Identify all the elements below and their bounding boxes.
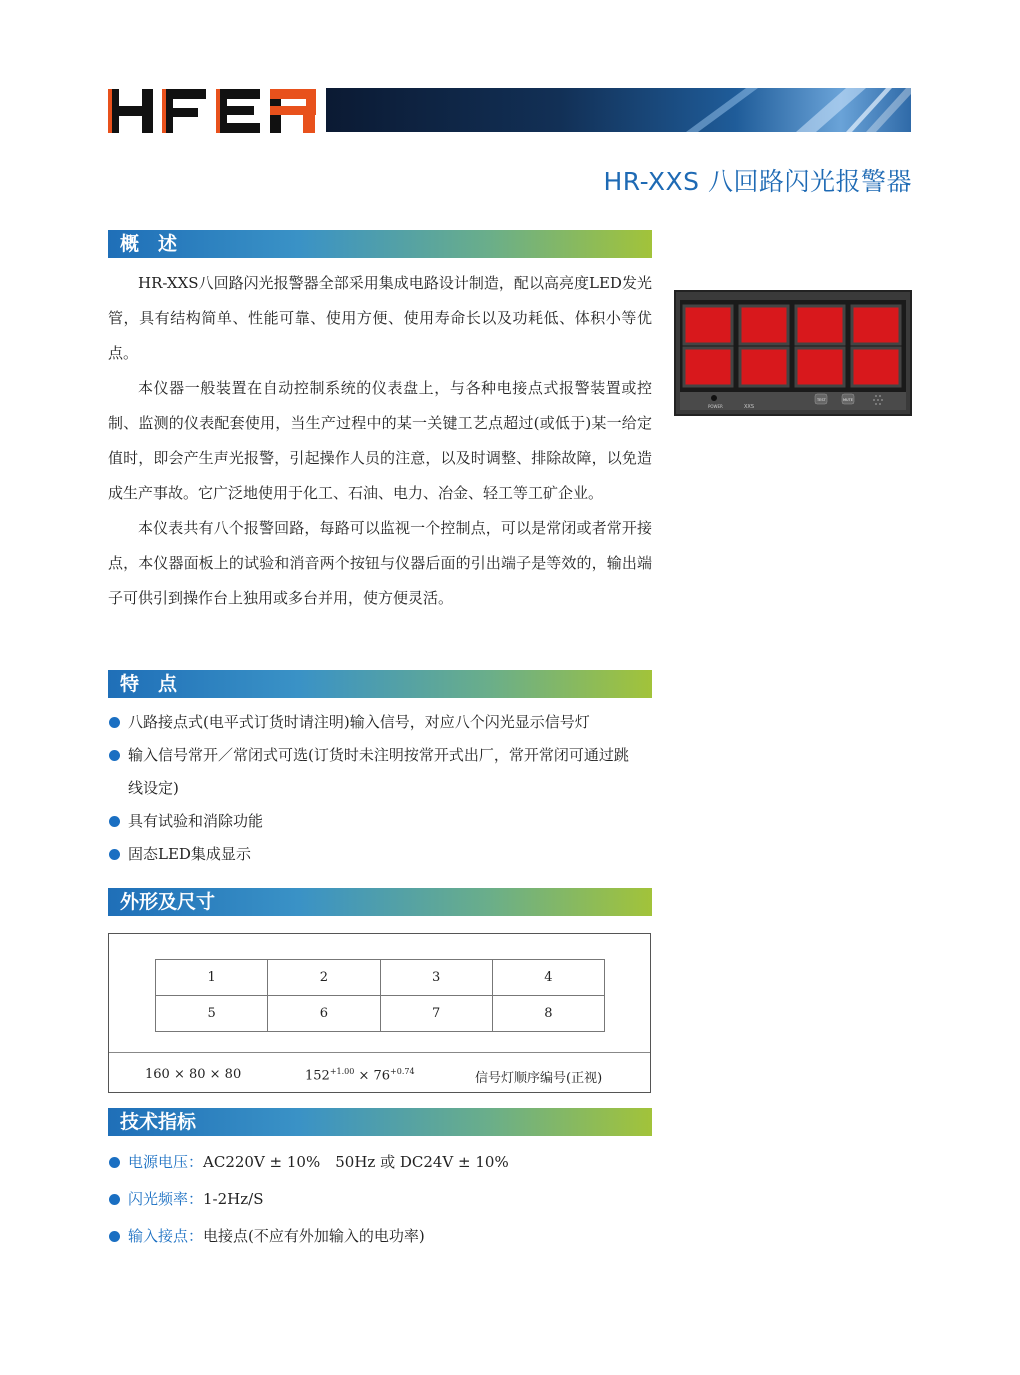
- bullet-icon: [109, 816, 120, 827]
- header-banner: [326, 88, 911, 132]
- overview-paragraph: 本仪器一般装置在自动控制系统的仪表盘上，与各种电接点式报警装置或控制、监测的仪表配套使用，当生产过程中的某一关键工艺点超过(或低于)某一给定值时，即会产生声光报警，引起操作人员的注意，以及时调整、排除故障，以免造成生产事故。它广泛地使用于化工、石油、电力、冶金、轻工等工矿企业。: [108, 379, 652, 502]
- product-title: HR-XXS 八回路闪光报警器: [603, 167, 912, 196]
- lamp-number: 6: [268, 996, 380, 1032]
- bullet-icon: [109, 750, 120, 761]
- bullet-icon: [109, 1231, 120, 1242]
- bullet-icon: [109, 1157, 120, 1168]
- lamp-number: 7: [380, 996, 492, 1032]
- lamp-number: 1: [156, 960, 268, 996]
- bullet-icon: [109, 1194, 120, 1205]
- outer-size: 160 × 80 × 80: [145, 1067, 242, 1082]
- feature-item: [108, 838, 652, 871]
- feature-item: [108, 805, 652, 838]
- spec-key: 输入接点：: [128, 1227, 204, 1245]
- feature-item: [108, 739, 652, 805]
- feature-text: 具有试验和消除功能: [128, 812, 264, 830]
- section-heading-features: 特 点: [108, 670, 652, 698]
- overview-paragraph: 本仪表共有八个报警回路，每路可以监视一个控制点，可以是常闭或者常开接点，本仪器面板上的试验和消音两个按钮与仪器后面的引出端子是等效的，输出端子可供引到操作台上独用或多台并用，使方便灵活。: [108, 519, 652, 607]
- bullet-icon: [109, 717, 120, 728]
- feature-text: 固态LED集成显示: [128, 845, 251, 863]
- divider: [109, 1052, 650, 1053]
- cutout-size: $152^{+1.00} \times 76^{+0.74}$: [305, 1067, 415, 1084]
- feature-text: 输入信号常开／常闭式可选(订货时未注明按常开式出厂，常开常闭可通过跳线设定): [128, 746, 629, 797]
- test-label: TEST: [817, 398, 826, 402]
- spec-key: 闪光频率：: [128, 1190, 204, 1208]
- spec-item: [108, 1218, 652, 1255]
- specs-list: [108, 1144, 652, 1255]
- device-photo: [674, 290, 912, 416]
- section-heading-overview: 概 述: [108, 230, 652, 258]
- feature-text: 八路接点式(电平式订货时请注明)输入信号，对应八个闪光显示信号灯: [128, 713, 590, 731]
- spec-value: 1-2Hz/S: [203, 1190, 264, 1208]
- spec-key: 电源电压：: [128, 1153, 204, 1171]
- model-label: XXS: [744, 404, 755, 410]
- spec-value: 电接点(不应有外加输入的电功率): [203, 1227, 425, 1245]
- hfer-logo: [108, 86, 323, 136]
- spec-value: AC220V ± 10% 50Hz 或 DC24V ± 10%: [203, 1153, 509, 1171]
- mute-label: MUTE: [843, 398, 853, 402]
- lamp-number: 5: [156, 996, 268, 1032]
- lamp-number: 3: [380, 960, 492, 996]
- bullet-icon: [109, 849, 120, 860]
- lamp-number: 2: [268, 960, 380, 996]
- overview-text: [108, 266, 652, 616]
- power-label: POWER: [708, 404, 723, 409]
- features-list: [108, 706, 652, 871]
- spec-item: [108, 1144, 652, 1181]
- section-heading-specs: 技术指标: [108, 1108, 652, 1136]
- lamp-order-label: 信号灯顺序编号(正视): [475, 1071, 603, 1086]
- spec-item: [108, 1181, 652, 1218]
- feature-item: [108, 706, 652, 739]
- overview-paragraph: HR-XXS八回路闪光报警器全部采用集成电路设计制造，配以高亮度LED发光管，具有结构简单、性能可靠、使用方便、使用寿命长以及功耗低、体积小等优点。: [108, 274, 652, 362]
- section-heading-dimensions: 外形及尺寸: [108, 888, 652, 916]
- lamp-number: 4: [492, 960, 604, 996]
- signal-lamp-order-grid: [155, 959, 605, 1032]
- dimension-diagram: [108, 933, 651, 1093]
- lamp-number: 8: [492, 996, 604, 1032]
